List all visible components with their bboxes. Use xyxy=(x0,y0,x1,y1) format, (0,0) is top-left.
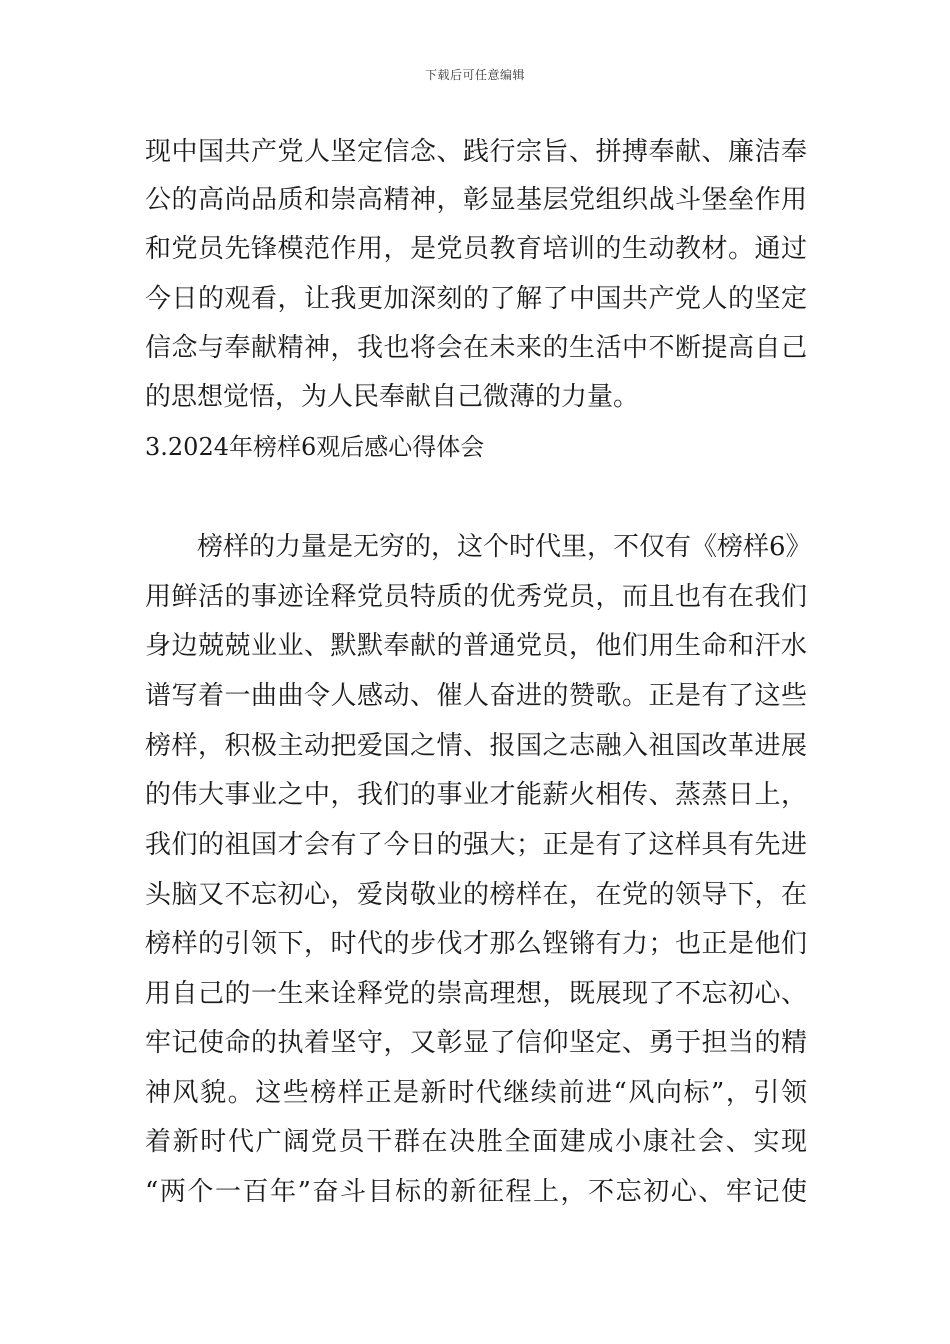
paragraph-line: 身边兢兢业业、默默奉献的普通党员，他们用生命和汗水 xyxy=(145,631,807,661)
paragraph-line: 现中国共产党人坚定信念、践行宗旨、拼搏奉献、廉洁奉 xyxy=(145,137,807,167)
paragraph-line: 信念与奉献精神，我也将会在未来的生活中不断提高自己 xyxy=(145,333,807,363)
paragraph-line: 我们的祖国才会有了今日的强大；正是有了这样具有先进 xyxy=(145,830,807,860)
paragraph-line: 的思想觉悟，为人民奉献自己微薄的力量。 xyxy=(145,382,640,412)
paragraph-line: 用自己的一生来诠释党的崇高理想，既展现了不忘初心、 xyxy=(145,979,807,1009)
paragraph-line: 着新时代广阔党员干群在决胜全面建成小康社会、实现 xyxy=(145,1127,807,1157)
paragraph-line: 用鲜活的事迹诠释党员特质的优秀党员，而且也有在我们 xyxy=(145,582,807,612)
paragraph-line: 牢记使命的执着坚守，又彰显了信仰坚定、勇于担当的精 xyxy=(145,1028,807,1058)
paragraph-line: “两个一百年”奋斗目标的新征程上，不忘初心、牢记使 xyxy=(145,1177,807,1207)
paragraph-line: 榜样的引领下，时代的步伐才那么铿锵有力；也正是他们 xyxy=(145,929,807,959)
paragraph-line: 头脑又不忘初心，爱岗敬业的榜样在，在党的领导下，在 xyxy=(145,880,807,910)
paragraph-line: 公的高尚品质和崇高精神，彰显基层党组织战斗堡垒作用 xyxy=(145,185,807,215)
paragraph-line: 谱写着一曲曲令人感动、催人奋进的赞歌。正是有了这些 xyxy=(145,681,807,711)
paragraph-line: 今日的观看，让我更加深刻的了解了中国共产党人的坚定 xyxy=(145,284,807,314)
paragraph-line: 和党员先锋模范作用，是党员教育培训的生动教材。通过 xyxy=(145,234,807,264)
paragraph-line: 榜样的力量是无穷的，这个时代里，不仅有《榜样6》 xyxy=(197,532,812,562)
page-header: 下载后可任意编辑 xyxy=(424,68,525,82)
section-heading: 3.2024年榜样6观后感心得体会 xyxy=(145,433,485,461)
paragraph-line: 神风貌。这些榜样正是新时代继续前进“风向标”，引领 xyxy=(145,1078,807,1108)
paragraph-line: 的伟大事业之中，我们的事业才能薪火相传、蒸蒸日上， xyxy=(145,780,807,810)
paragraph-line: 榜样，积极主动把爱国之情、报国之志融入祖国改革进展 xyxy=(145,731,807,761)
